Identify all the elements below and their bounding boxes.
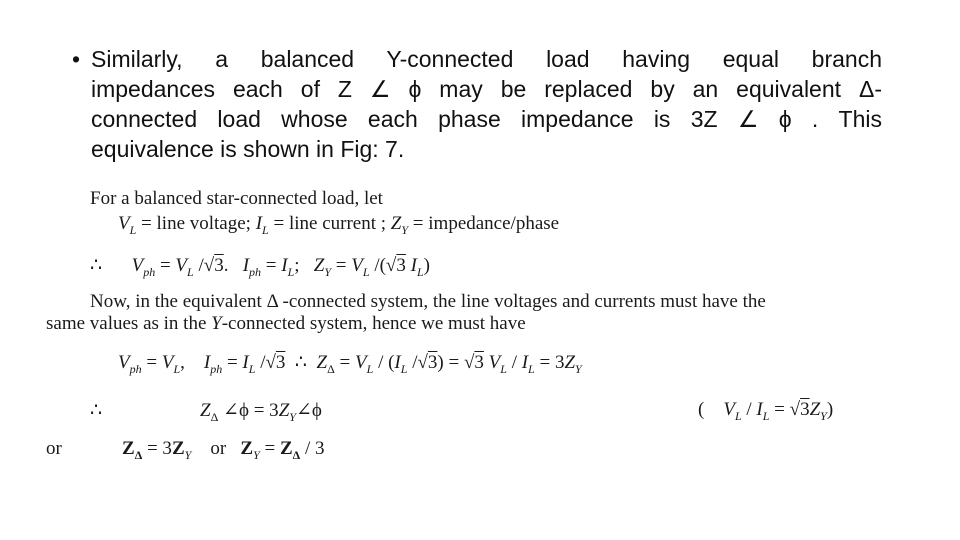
vl-def: = line voltage; [136, 213, 256, 234]
equation-final: $Z_\Delta = 3Z_Y$ or $Z_Y = Z_\Delta / 3$ [122, 438, 325, 462]
il-symbol: I [255, 213, 263, 234]
bullet-text [91, 44, 882, 164]
bullet-dot-icon: • [72, 46, 81, 72]
therefore-symbol-icon-2: ∴ [90, 400, 103, 421]
now-line-1: Now, in the equivalent Δ -connected system, the line voltages and currents must have the [90, 291, 766, 312]
vl-symbol: V [118, 213, 130, 234]
bullet-paragraph [72, 44, 882, 164]
zy-def: = impedance/phase [408, 213, 560, 234]
or-word: or [46, 438, 62, 459]
therefore-row-2 [90, 399, 102, 422]
zy-symbol: Z [390, 213, 402, 234]
vl-sub: L [129, 222, 137, 237]
equation-polar-form: $Z_\Delta$ ∠ϕ = $3Z_Y\angle\phi$ [200, 400, 322, 424]
intro-line: For a balanced star-connected load, let [90, 188, 383, 209]
equation-delta-derivation: $V_{ph} = V_L$, $I_{ph} = I_L$ /√3 ∴ $Z_\Delta = V_L / (I_L$ /√3) = √3 $V_L / I_L = 3Z_Y$ [118, 352, 582, 376]
now-line-2: same values as in the Y-connected system, hence we must have [46, 313, 526, 334]
equation-reference: ( $V_L / I_L = √3Z_Y$) [698, 399, 834, 423]
bullet-line-2: impedances each of Z ∠ ϕ may be replaced by an equivalent Δ- [91, 76, 882, 102]
il-sub: L [262, 222, 269, 237]
il-def: = line current ; [268, 213, 391, 234]
bullet-line-1: Similarly, a balanced Y-connected load having equal branch [91, 46, 882, 72]
definitions-line [118, 213, 559, 238]
therefore-symbol-icon: ∴ [90, 255, 103, 276]
bullet-line-4: equivalence is shown in Fig: 7. [91, 136, 405, 162]
equation-star-relations: ∴ $V_{ph} = V_L$ /√3. $I_{ph} = I_L$; $Z_Y = V_L$ /(√3 $I_L$) [90, 255, 430, 279]
bullet-line-3: connected load whose each phase impedance is 3Z ∠ ϕ . This [91, 106, 882, 132]
zy-sub: Y [401, 222, 409, 237]
